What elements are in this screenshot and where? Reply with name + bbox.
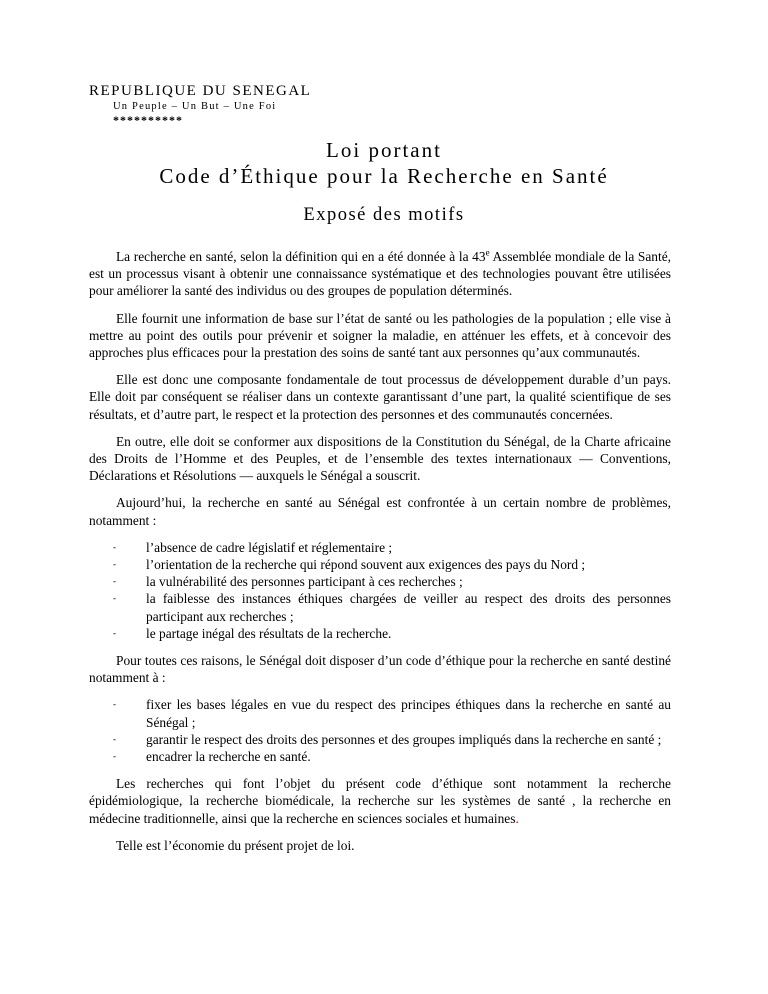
letterhead: [89, 82, 311, 127]
dash-bullet: -: [113, 559, 116, 570]
paragraph-8: Telle est l’économie du présent projet de loi.: [116, 837, 355, 853]
document-body: [89, 248, 671, 864]
paragraph-7-text: Les recherches qui font l’objet du présent code d’éthique sont notamment la recherche épidémiologique, la recherche biomédicale, la recherche sur les systèmes de santé , la recherche en médecine traditionnelle, ainsi que la recherche en sciences sociales et humaines: [89, 776, 671, 826]
paragraph-4: En outre, elle doit se conformer aux dispositions de la Constitution du Sénégal, de la Charte africaine des Droits de l’Homme et des Peuples, et de l’ensemble des textes internationaux — Conventions, Déclarations et Résolutions — auxquels le Sénégal a souscrit.: [89, 433, 671, 484]
superscript-e: e: [485, 247, 490, 258]
title-line-1: Loi portant: [326, 138, 442, 162]
document-title: [0, 137, 768, 189]
paragraph-1: [89, 248, 671, 300]
list-item: [113, 625, 671, 642]
dash-bullet: -: [113, 576, 116, 587]
list-item: [113, 539, 671, 556]
paragraph-2: Elle fournit une information de base sur l’état de santé ou les pathologies de la population ; elle vise à mettre au point des outils pour prévenir et soigner la maladie, en atténuer les effets, et à concevoir des approches plus efficaces pour la prestation des soins de santé tant aux personnes qu’aux communautés.: [89, 310, 671, 361]
dash-bullet: -: [113, 593, 116, 604]
country-name: REPUBLIQUE DU SENEGAL: [89, 83, 312, 99]
title-line-2: Code d’Éthique pour la Recherche en Santé: [159, 164, 609, 188]
red-period: .: [515, 810, 519, 826]
section-heading: Exposé des motifs: [303, 205, 465, 225]
paragraph-1-text-b: Assemblée mondiale de la Santé, est un processus visant à obtenir une connaissance systématique et des technologies pouvant être utilisées pour améliorer la santé des individus ou des groupes de population déterminés.: [89, 249, 672, 299]
list-item: [113, 590, 671, 624]
dash-bullet: -: [113, 733, 116, 744]
paragraph-5: Aujourd’hui, la recherche en santé au Sénégal est confrontée à un certain nombre de problèmes, notamment :: [89, 495, 671, 528]
list-item: [113, 748, 671, 765]
paragraph-3: Elle est donc une composante fondamentale de tout processus de développement durable d’un pays. Elle doit par conséquent se réaliser dans un contexte garantissant d’une part, la qualité scientifique de ses résultats, et d’autre part, le respect et la protection des personnes et des communautés concernées.: [89, 372, 671, 422]
list-item: [113, 556, 671, 573]
objectives-list: [89, 696, 671, 765]
dash-bullet: -: [113, 627, 116, 638]
list-item-text: la vulnérabilité des personnes participant à ces recherches ;: [146, 574, 463, 590]
dash-bullet: -: [113, 751, 116, 762]
list-item-text: fixer les bases légales en vue du respect des principes éthiques dans la recherche en santé au Sénégal ;: [146, 697, 671, 730]
list-item: [113, 573, 671, 590]
list-item-text: l’absence de cadre législatif et réglementaire ;: [146, 539, 393, 555]
problems-list: [89, 539, 671, 642]
paragraph-1-text-a: La recherche en santé, selon la définition qui en a été donnée à la 43: [116, 249, 486, 264]
list-item-text: le partage inégal des résultats de la recherche.: [146, 625, 392, 641]
dash-bullet: -: [113, 699, 116, 710]
list-item-text: garantir le respect des droits des personnes et des groupes impliqués dans la recherche en santé ;: [146, 731, 662, 747]
list-item-text: la faiblesse des instances éthiques chargées de veiller au respect des droits des personnes participant aux recherches ;: [146, 591, 671, 624]
list-item-text: l’orientation de la recherche qui répond souvent aux exigences des pays du Nord ;: [146, 557, 586, 573]
list-item: [113, 731, 671, 748]
list-item-text: encadrer la recherche en santé.: [146, 749, 311, 765]
list-item: [113, 696, 671, 730]
paragraph-6: Pour toutes ces raisons, le Sénégal doit disposer d’un code d’éthique pour la recherche en santé destiné notamment à :: [89, 653, 671, 686]
dash-bullet: -: [113, 541, 116, 552]
paragraph-7: [89, 775, 671, 827]
national-motto: Un Peuple – Un But – Une Foi: [113, 101, 277, 112]
stars-separator: **********: [113, 113, 183, 127]
